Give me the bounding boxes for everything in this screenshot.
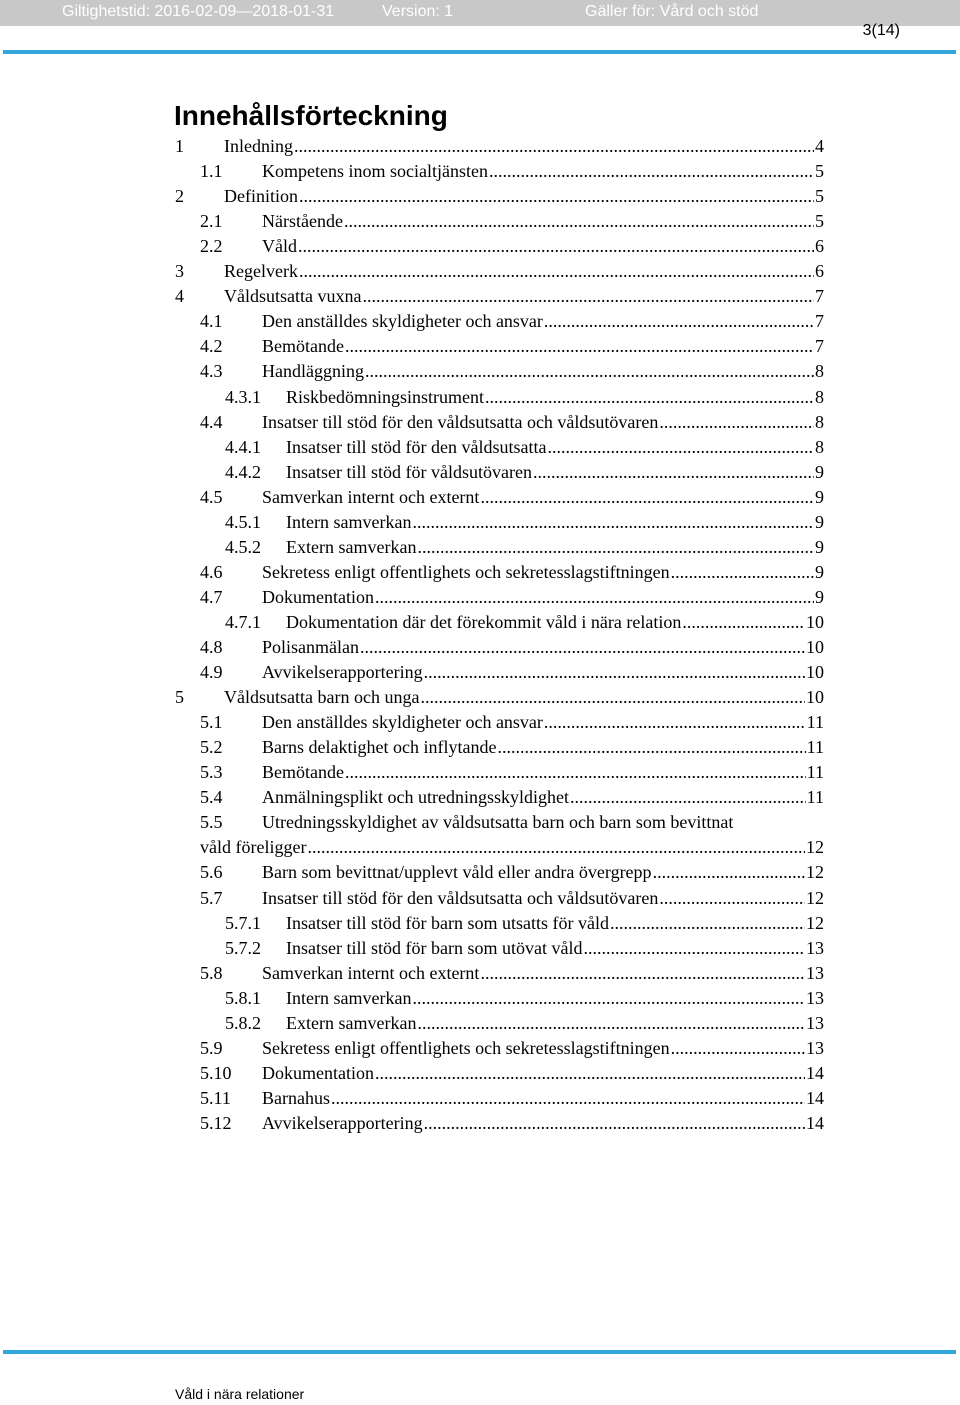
toc-entry-title: Polisanmälan	[262, 637, 359, 657]
toc-entry[interactable]	[286, 537, 824, 562]
dot-leader	[497, 737, 805, 758]
toc-entry-number: 2	[175, 186, 184, 206]
toc-entry-title: Riskbedömningsinstrument	[286, 387, 484, 407]
toc-entry[interactable]	[286, 387, 824, 412]
toc-entry-page: 13	[806, 938, 824, 958]
toc-entry-page: 12	[806, 837, 824, 857]
toc-entry-title: Den anställdes skyldigheter och ansvar	[262, 712, 543, 732]
toc-entry-number: 4.6	[200, 562, 223, 582]
toc-entry-number: 5.12	[200, 1113, 232, 1133]
toc-entry-title: Sekretess enligt offentlighets och sekretesslagstiftningen	[262, 562, 670, 582]
toc-entry-number: 4.3.1	[225, 387, 261, 407]
dot-leader	[412, 988, 805, 1009]
toc-entry-number: 5.10	[200, 1063, 232, 1083]
toc-entry-page: 7	[815, 311, 824, 331]
dot-leader	[412, 512, 814, 533]
toc-entry-number: 5.7.1	[225, 913, 261, 933]
dot-leader	[424, 1113, 805, 1134]
toc-entry-page: 10	[806, 612, 824, 632]
toc-entry[interactable]	[262, 361, 824, 386]
toc-entry[interactable]	[262, 161, 824, 186]
dot-leader	[375, 1063, 805, 1084]
toc-entry-title: Sekretess enligt offentlighets och sekretesslagstiftningen	[262, 1038, 670, 1058]
toc-entry-title: Insatser till stöd för den våldsutsatta och våldsutövaren	[262, 888, 659, 908]
toc-entry-number: 5.8.2	[225, 1013, 261, 1033]
toc-entry[interactable]	[224, 186, 824, 211]
toc-entry-number: 4.4	[200, 412, 223, 432]
toc-entry-title: Barnahus	[262, 1088, 330, 1108]
toc-entry-number: 5.2	[200, 737, 223, 757]
toc-entry[interactable]	[262, 211, 824, 236]
applies-to-text: Gäller för: Vård och stöd	[585, 3, 759, 20]
toc-entry[interactable]	[286, 1013, 824, 1038]
toc-entry-number: 5.11	[200, 1088, 231, 1108]
toc-entry-page: 6	[815, 261, 824, 281]
toc-entry-page: 4	[815, 136, 824, 156]
toc-entry[interactable]	[262, 1113, 824, 1138]
dot-leader	[610, 913, 805, 934]
dot-leader	[544, 712, 806, 733]
toc-entry-page: 12	[806, 888, 824, 908]
toc-entry[interactable]	[262, 1063, 824, 1088]
toc-entry-title: Dokumentation där det förekommit våld i nära relation	[286, 612, 682, 632]
toc-entry-title: Inledning	[224, 136, 293, 156]
dot-leader	[299, 261, 814, 282]
toc-entry[interactable]	[262, 562, 824, 587]
dot-leader	[365, 361, 814, 382]
toc-entry-title: Dokumentation	[262, 1063, 374, 1083]
toc-entry-number: 5.7	[200, 888, 223, 908]
toc-entry-number: 4.7.1	[225, 612, 261, 632]
toc-entry[interactable]	[286, 462, 824, 487]
dot-leader	[344, 211, 814, 232]
toc-entry-number: 5	[175, 687, 184, 707]
dot-leader	[480, 963, 805, 984]
dot-leader	[345, 762, 806, 783]
toc-entry-title: Anmälningsplikt och utredningsskyldighet	[262, 787, 569, 807]
toc-entry-number: 2.2	[200, 236, 223, 256]
dot-leader	[682, 612, 805, 633]
toc-entry-title: Samverkan internt och externt	[262, 487, 480, 507]
toc-entry-number: 5.3	[200, 762, 223, 782]
toc-entry-number: 1	[175, 136, 184, 156]
toc-entry-title: Barns delaktighet och inflytande	[262, 737, 497, 757]
toc-entry-title: Avvikelserapportering	[262, 1113, 423, 1133]
toc-entry-page: 5	[815, 186, 824, 206]
dot-leader	[417, 537, 814, 558]
toc-entry-number: 5.7.2	[225, 938, 261, 958]
toc-entry-page: 9	[815, 587, 824, 607]
toc-entry-page: 8	[815, 412, 824, 432]
dot-leader	[671, 1038, 805, 1059]
toc-entry[interactable]	[262, 236, 824, 261]
toc-entry-number: 4	[175, 286, 184, 306]
toc-entry-number: 5.5	[200, 812, 223, 832]
toc-entry[interactable]	[286, 913, 824, 938]
toc-entry-title: Insatser till stöd för våldsutövaren	[286, 462, 532, 482]
toc-entry-number: 4.1	[200, 311, 223, 331]
validity-text: Giltighetstid: 2016-02-09—2018-01-31	[62, 3, 335, 20]
toc-entry-page: 5	[815, 211, 824, 231]
dot-leader	[659, 888, 805, 909]
toc-entry-number: 1.1	[200, 161, 223, 181]
toc-entry-title: Den anställdes skyldigheter och ansvar	[262, 311, 543, 331]
toc-entry-page: 11	[806, 737, 824, 757]
toc-entry-number: 4.4.2	[225, 462, 261, 482]
toc-entry-page: 7	[815, 286, 824, 306]
page-number: 3(14)	[862, 22, 900, 39]
toc-entry-page: 11	[806, 787, 824, 807]
toc-entry-page: 14	[806, 1063, 824, 1083]
header-bar	[0, 0, 960, 26]
toc-entry-title: Extern samverkan	[286, 1013, 417, 1033]
dot-leader	[345, 336, 814, 357]
toc-entry-title: Avvikelserapportering	[262, 662, 423, 682]
dot-leader	[544, 311, 814, 332]
dot-leader	[420, 687, 805, 708]
toc-entry[interactable]	[262, 311, 824, 336]
toc-entry[interactable]	[286, 512, 824, 537]
toc-entry[interactable]	[262, 862, 824, 887]
toc-entry-title: Bemötande	[262, 762, 344, 782]
toc-entry-title: Våldsutsatta vuxna	[224, 286, 362, 306]
toc-entry-title: Samverkan internt och externt	[262, 963, 480, 983]
toc-entry-page: 10	[806, 637, 824, 657]
toc-entry[interactable]	[224, 286, 824, 311]
toc-entry-title: Dokumentation	[262, 587, 374, 607]
toc-entry[interactable]	[262, 1038, 824, 1063]
toc-entry-page: 10	[806, 687, 824, 707]
dot-leader	[424, 662, 805, 683]
toc-entry[interactable]	[262, 487, 824, 512]
toc-entry-page: 8	[815, 361, 824, 381]
dot-leader	[375, 587, 814, 608]
toc-entry[interactable]	[286, 437, 824, 462]
toc-entry-page: 13	[806, 1038, 824, 1058]
toc-entry-page: 13	[806, 988, 824, 1008]
dot-leader	[583, 938, 805, 959]
toc-entry-title: Närstående	[262, 211, 343, 231]
toc-entry-page: 12	[806, 913, 824, 933]
toc-entry-page: 14	[806, 1113, 824, 1133]
dot-leader	[362, 286, 814, 307]
header-rule	[3, 50, 956, 54]
dot-leader	[307, 837, 805, 858]
toc-entry-number: 4.3	[200, 361, 223, 381]
toc-entry-title: Våld	[262, 236, 297, 256]
dot-leader	[294, 136, 814, 157]
toc-entry-title: Våldsutsatta barn och unga	[224, 687, 420, 707]
toc-entry[interactable]	[224, 261, 824, 286]
toc-entry[interactable]	[286, 938, 824, 963]
toc-entry-number: 4.9	[200, 662, 223, 682]
toc-entry[interactable]	[262, 662, 824, 687]
toc-entry-page: 5	[815, 161, 824, 181]
toc-entry-page: 10	[806, 662, 824, 682]
toc-entry-page: 12	[806, 862, 824, 882]
toc-entry-title[interactable]: Utredningsskyldighet av våldsutsatta barn och barn som bevittnat	[262, 812, 734, 832]
dot-leader	[547, 437, 814, 458]
toc-entry-title-continuation: våld föreligger	[200, 837, 307, 857]
toc-entry[interactable]	[262, 712, 824, 737]
toc-entry-title: Insatser till stöd för den våldsutsatta	[286, 437, 547, 457]
toc-entry-number: 5.9	[200, 1038, 223, 1058]
toc-entry-number: 5.1	[200, 712, 223, 732]
toc-entry-page: 13	[806, 963, 824, 983]
toc-entry-title: Extern samverkan	[286, 537, 417, 557]
toc-entry-number: 5.4	[200, 787, 223, 807]
toc-entry-page: 7	[815, 336, 824, 356]
toc-entry-number: 3	[175, 261, 184, 281]
toc-entry[interactable]	[286, 988, 824, 1013]
toc-entry-page: 13	[806, 1013, 824, 1033]
toc-entry-page: 14	[806, 1088, 824, 1108]
toc-entry-page: 9	[815, 512, 824, 532]
toc-entry[interactable]	[262, 762, 824, 787]
toc-entry-page: 8	[815, 437, 824, 457]
dot-leader	[298, 236, 814, 257]
toc-entry[interactable]	[262, 787, 824, 812]
dot-leader	[417, 1013, 805, 1034]
version-text: Version: 1	[382, 3, 454, 20]
toc-entry-page: 9	[815, 462, 824, 482]
toc-entry-page: 9	[815, 537, 824, 557]
toc-entry-page: 9	[815, 562, 824, 582]
dot-leader	[299, 186, 814, 207]
toc-entry[interactable]	[262, 888, 824, 913]
toc-entry-page: 9	[815, 487, 824, 507]
toc-entry[interactable]	[262, 963, 824, 988]
toc-entry[interactable]	[262, 737, 824, 762]
toc-entry-title: Insatser till stöd för den våldsutsatta och våldsutövaren	[262, 412, 659, 432]
dot-leader	[485, 387, 814, 408]
toc-entry[interactable]	[286, 612, 824, 637]
toc-entry-number: 4.8	[200, 637, 223, 657]
toc-entry[interactable]	[224, 136, 824, 161]
footer-text: Våld i nära relationer	[175, 1386, 305, 1402]
toc-entry-title: Insatser till stöd för barn som utövat våld	[286, 938, 583, 958]
dot-leader	[659, 412, 814, 433]
toc-title: Innehållsförteckning	[174, 100, 448, 131]
toc-entry-number: 5.8.1	[225, 988, 261, 1008]
toc-entry-number: 5.8	[200, 963, 223, 983]
dot-leader	[489, 161, 814, 182]
dot-leader	[360, 637, 805, 658]
toc-entry-page: 6	[815, 236, 824, 256]
toc-entry-page: 11	[806, 762, 824, 782]
dot-leader	[570, 787, 806, 808]
toc-entry-number: 2.1	[200, 211, 223, 231]
dot-leader	[671, 562, 814, 583]
toc-entry-number: 4.5	[200, 487, 223, 507]
toc-entry-title: Barn som bevittnat/upplevt våld eller andra övergrepp	[262, 862, 652, 882]
toc-entry-number: 4.7	[200, 587, 223, 607]
toc-entry-title: Insatser till stöd för barn som utsatts för våld	[286, 913, 609, 933]
dot-leader	[331, 1088, 805, 1109]
footer-rule	[3, 1350, 956, 1354]
toc-entry[interactable]	[200, 837, 824, 862]
toc-entry-page: 8	[815, 387, 824, 407]
dot-leader	[533, 462, 814, 483]
toc-entry[interactable]	[262, 637, 824, 662]
toc-entry[interactable]	[262, 412, 824, 437]
toc-entry-title: Handläggning	[262, 361, 364, 381]
toc-entry-title: Intern samverkan	[286, 988, 412, 1008]
toc-entry-number: 4.2	[200, 336, 223, 356]
dot-leader	[480, 487, 814, 508]
toc-entry-number: 4.5.2	[225, 537, 261, 557]
toc-entry-number: 4.4.1	[225, 437, 261, 457]
dot-leader	[653, 862, 805, 883]
toc-entry-title: Definition	[224, 186, 298, 206]
toc-entry-page: 11	[806, 712, 824, 732]
toc-entry[interactable]	[262, 587, 824, 612]
toc-entry[interactable]	[262, 336, 824, 361]
toc-entry-number: 5.6	[200, 862, 223, 882]
toc-entry[interactable]	[262, 1088, 824, 1113]
toc-entry-title: Intern samverkan	[286, 512, 412, 532]
toc-entry-title: Bemötande	[262, 336, 344, 356]
toc-entry[interactable]	[224, 687, 824, 712]
toc-entry-title: Regelverk	[224, 261, 298, 281]
toc-entry-number: 4.5.1	[225, 512, 261, 532]
toc-entry-title: Kompetens inom socialtjänsten	[262, 161, 488, 181]
